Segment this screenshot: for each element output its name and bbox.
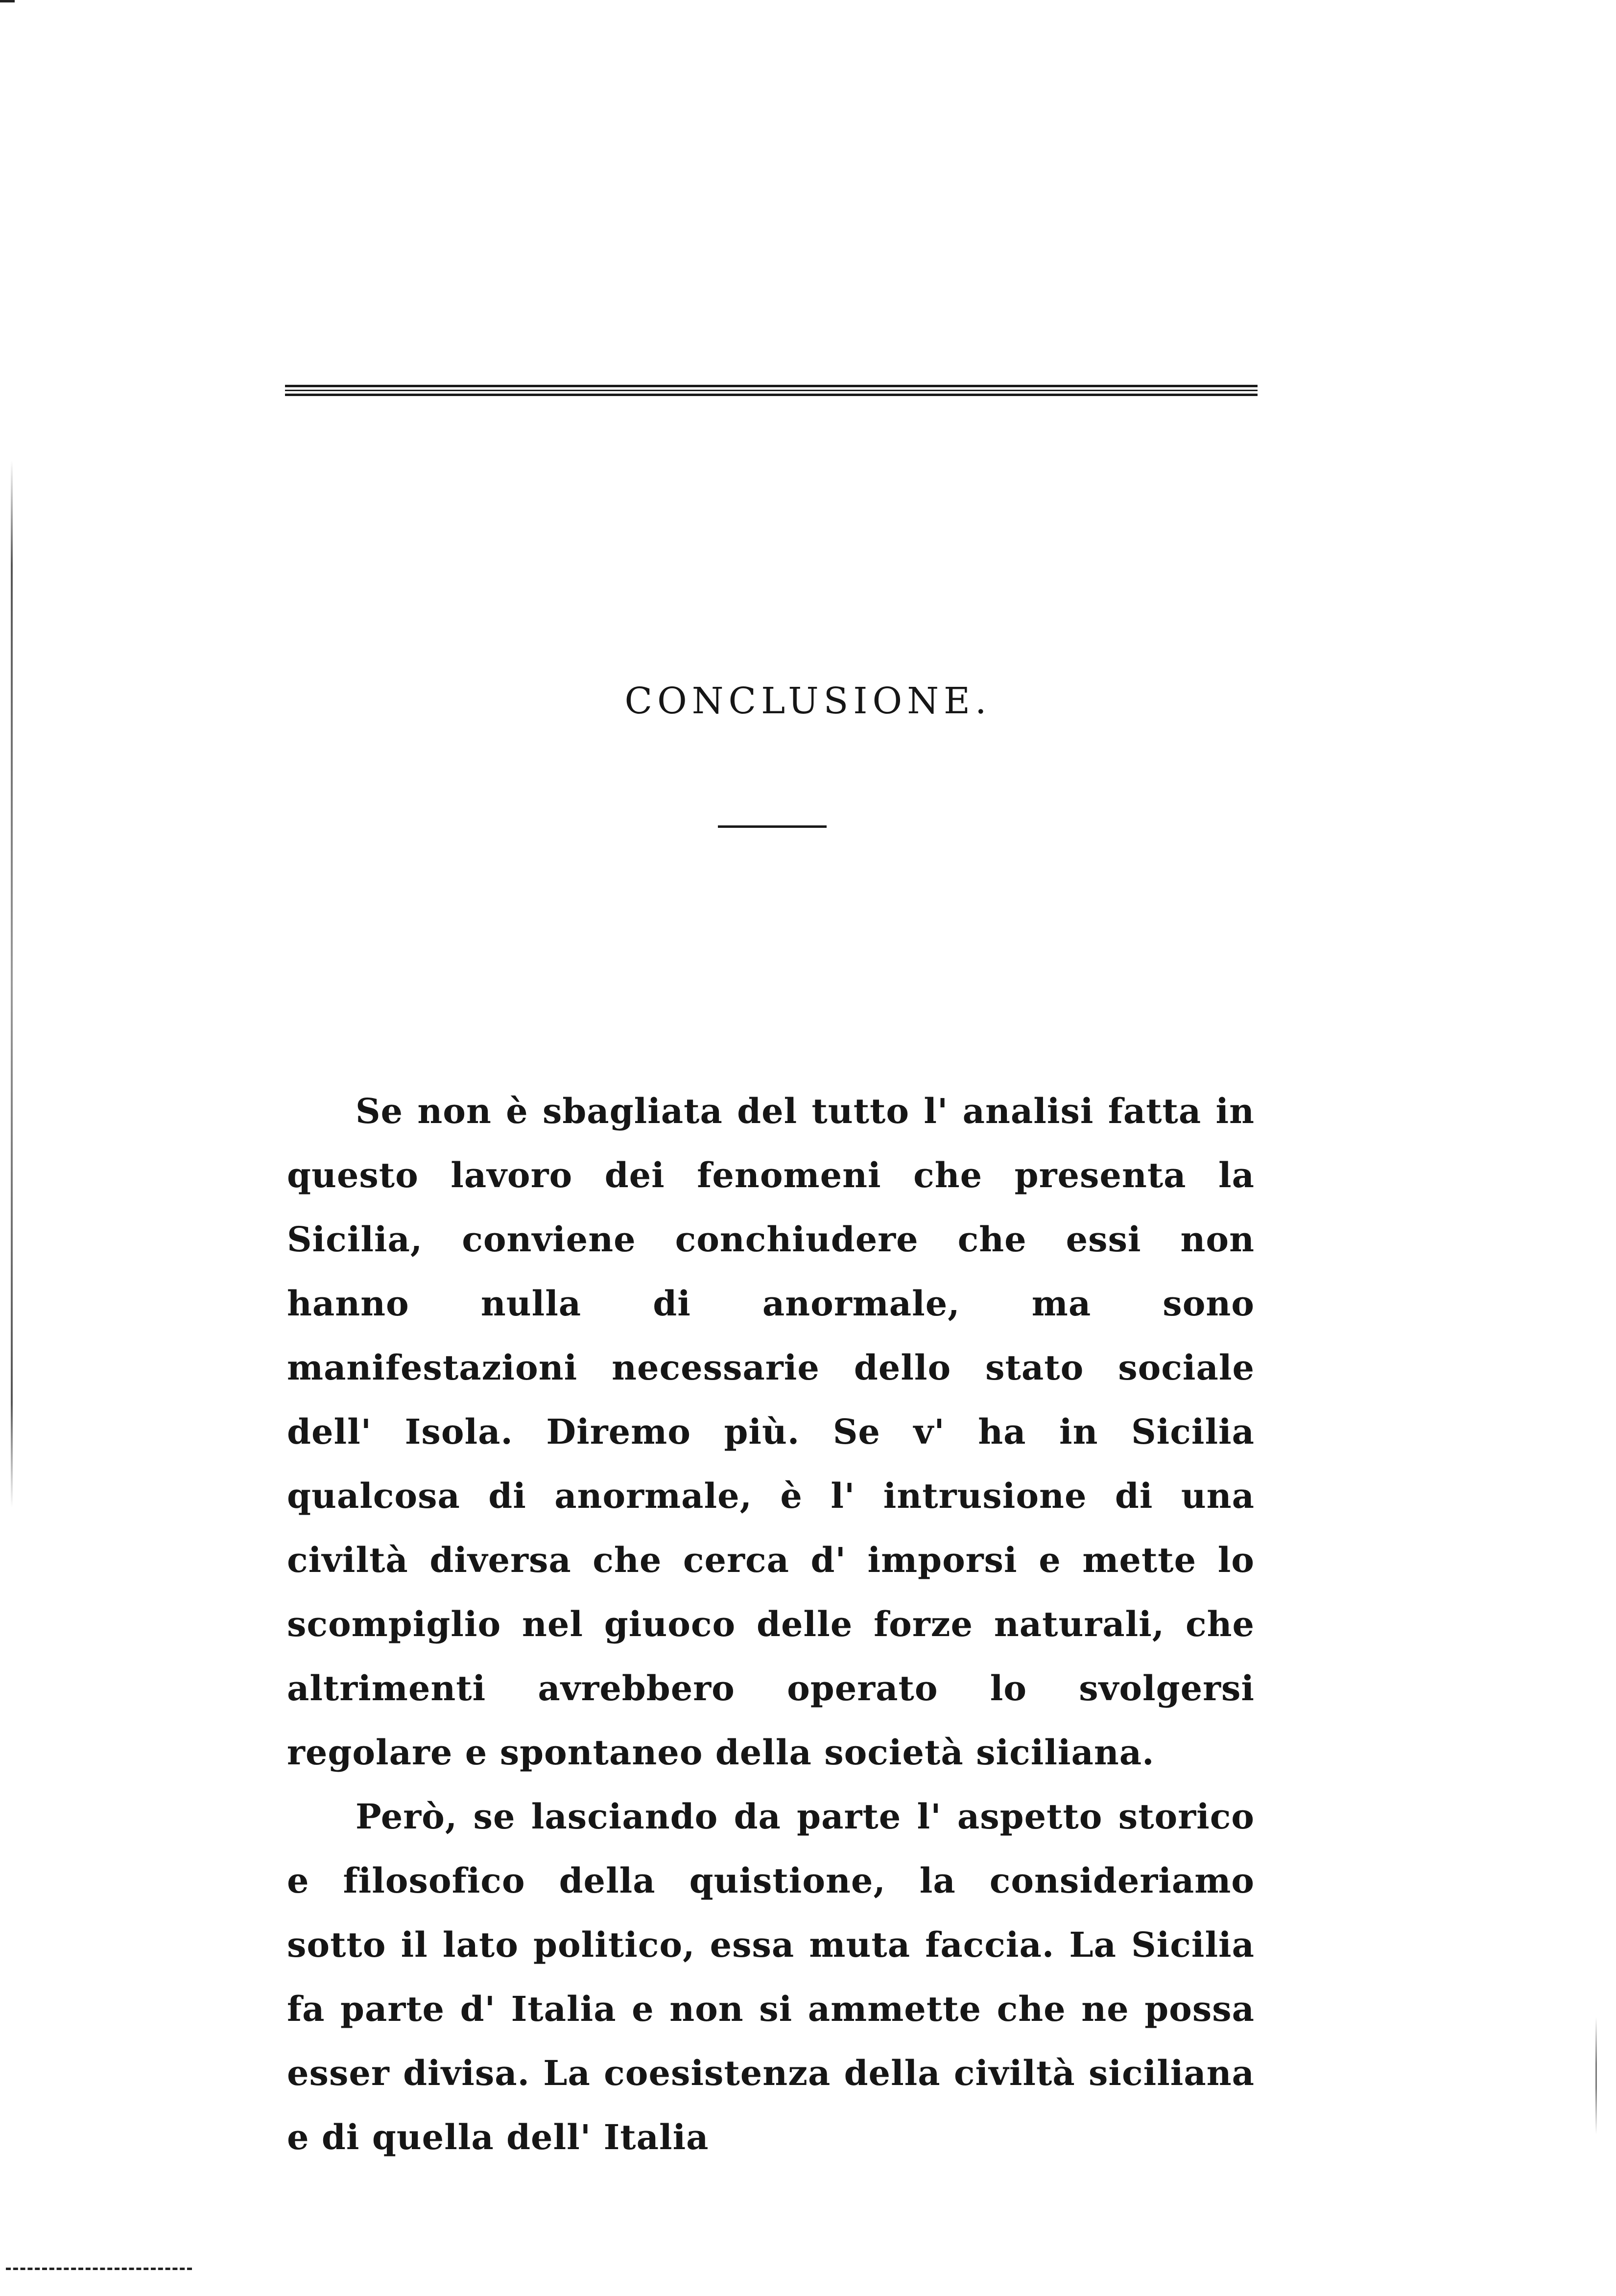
rule-line-top [285,385,1258,387]
scan-right-edge-mark [1595,2017,1597,2134]
title-underline-rule [718,825,827,828]
scan-bottom-edge-mark [6,2263,192,2270]
paragraph-2: Però, se lasciando da parte l' aspetto storico e filosofico della quistione, la consideriamo sotto il lato politico, essa muta faccia. La Sicilia fa parte d' Italia e non si ammette che ne possa esser divisa. La coesistenza della civiltà siciliana e di quella dell' Italia [287,1796,1255,2157]
chapter-title: CONCLUSIONE. [624,680,992,722]
rule-line-bottom [285,394,1258,396]
body-text [287,1079,1255,2169]
scan-left-edge-shadow [11,460,13,1508]
rule-line-middle [285,390,1258,391]
paragraph-1: Se non è sbagliata del tutto l' analisi fatta in questo lavoro dei fenomeni che presenta la Sicilia, conviene conchiudere che essi non hanno nulla di anormale, ma sono manifestazioni necessarie dello stato sociale dell' Isola. Diremo più. Se v' ha in Sicilia qualcosa di anormale, è l' intrusione di una civiltà diversa che cerca d' imporsi e mette lo scompiglio nel giuoco delle forze naturali, che altrimenti avrebbero operato lo svolgersi regolare e spontaneo della società siciliana. [287,1091,1255,1773]
header-double-rule [285,385,1258,398]
scan-edge-mark [0,0,15,2]
